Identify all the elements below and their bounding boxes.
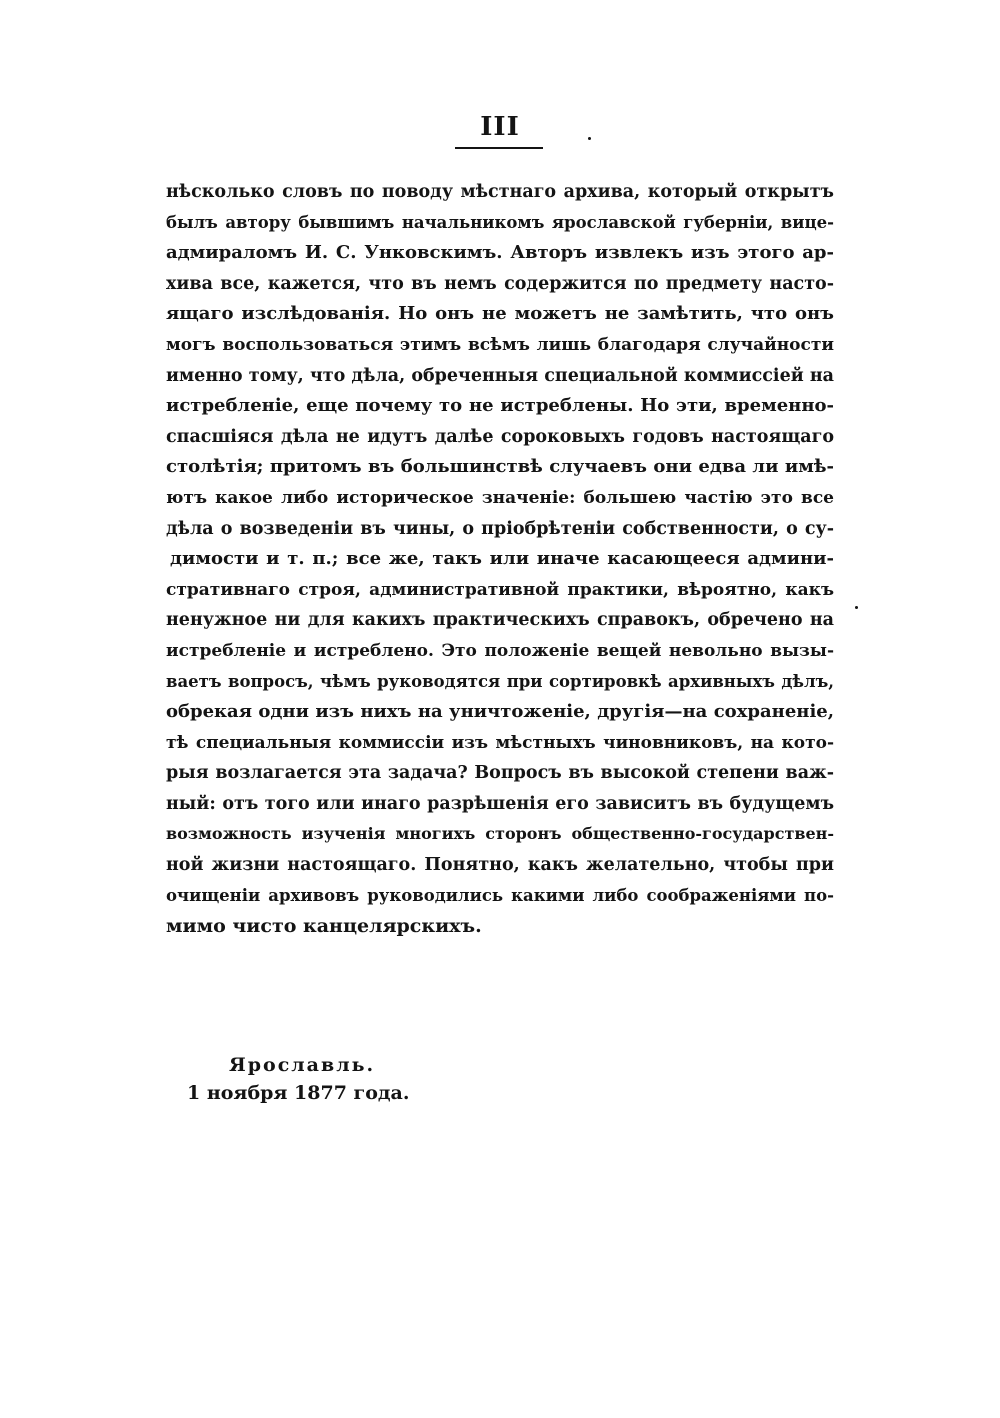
print-speck xyxy=(588,137,591,140)
text-line: спасшіяся дѣла не идутъ далѣе сороковыхъ годовъ настоящаго xyxy=(166,426,834,447)
text-line: ный: отъ того или инаго разрѣшенія его зависитъ въ будущемъ xyxy=(166,793,834,814)
text-line: хива все, кажется, что въ немъ содержится по предмету насто- xyxy=(166,273,834,294)
signoff xyxy=(187,1051,487,1107)
text-line: тѣ специальныя коммиссіи изъ мѣстныхъ чиновниковъ, на кото- xyxy=(166,732,834,753)
text-line: стративнаго строя, административной практики, вѣроятно, какъ xyxy=(166,579,834,600)
body-text xyxy=(166,177,834,942)
signoff-place: Ярославль. xyxy=(229,1054,376,1076)
text-line: дѣла о возведеніи въ чины, о пріобрѣтеніи собственности, о су- xyxy=(166,518,834,539)
text-line: истребленіе, еще почему то не истреблены. Но эти, временно- xyxy=(166,395,834,417)
text-line: могъ воспользоваться этимъ всѣмъ лишь благодаря случайности xyxy=(166,334,834,355)
text-line: нѣсколько словъ по поводу мѣстнаго архива, который открытъ xyxy=(166,182,834,202)
signoff-date: 1 ноября 1877 года. xyxy=(187,1082,410,1104)
text-line: ящаго изслѣдованія. Но онъ не можетъ не замѣтить, что онъ xyxy=(166,303,834,325)
text-line: ваетъ вопросъ, чѣмъ руководятся при сортировкѣ архивныхъ дѣлъ, xyxy=(166,671,834,691)
text-line: возможность изученія многихъ сторонъ общественно-государствен- xyxy=(166,824,834,844)
text-line: столѣтія; притомъ въ большинствѣ случаевъ они едва ли имѣ- xyxy=(166,456,834,478)
text-line: мимо чисто канцелярскихъ. xyxy=(166,915,482,938)
print-speck xyxy=(855,606,858,609)
text-line: ной жизни настоящаго. Понятно, какъ желательно, чтобы при xyxy=(166,855,834,876)
text-line: истребленіе и истреблено. Это положеніе вещей невольно вызы- xyxy=(166,640,834,661)
text-line: рыя возлагается эта задача? Вопросъ въ высокой степени важ- xyxy=(166,763,834,784)
page-number: III xyxy=(480,112,520,142)
text-line: димости и т. п.; все же, такъ или иначе касающееся админи- xyxy=(170,548,834,570)
text-line: обрекая одни изъ нихъ на уничтоженіе, другія—на сохраненіе, xyxy=(166,701,834,723)
page-number-rule xyxy=(455,147,543,149)
text-line: ненужное ни для какихъ практическихъ справокъ, обречено на xyxy=(166,610,834,631)
text-line: очищеніи архивовъ руководились какими либо соображеніями по- xyxy=(166,885,834,905)
text-line: ютъ какое либо историческое значеніе: большею частію это все xyxy=(166,487,834,508)
text-line: адмираломъ И. С. Унковскимъ. Авторъ извлекъ изъ этого ар- xyxy=(166,242,834,264)
text-line: былъ автору бывшимъ начальникомъ ярославской губерніи, вице- xyxy=(166,212,834,232)
text-line: именно тому, что дѣла, обреченныя специальной коммиссіей на xyxy=(166,365,834,386)
